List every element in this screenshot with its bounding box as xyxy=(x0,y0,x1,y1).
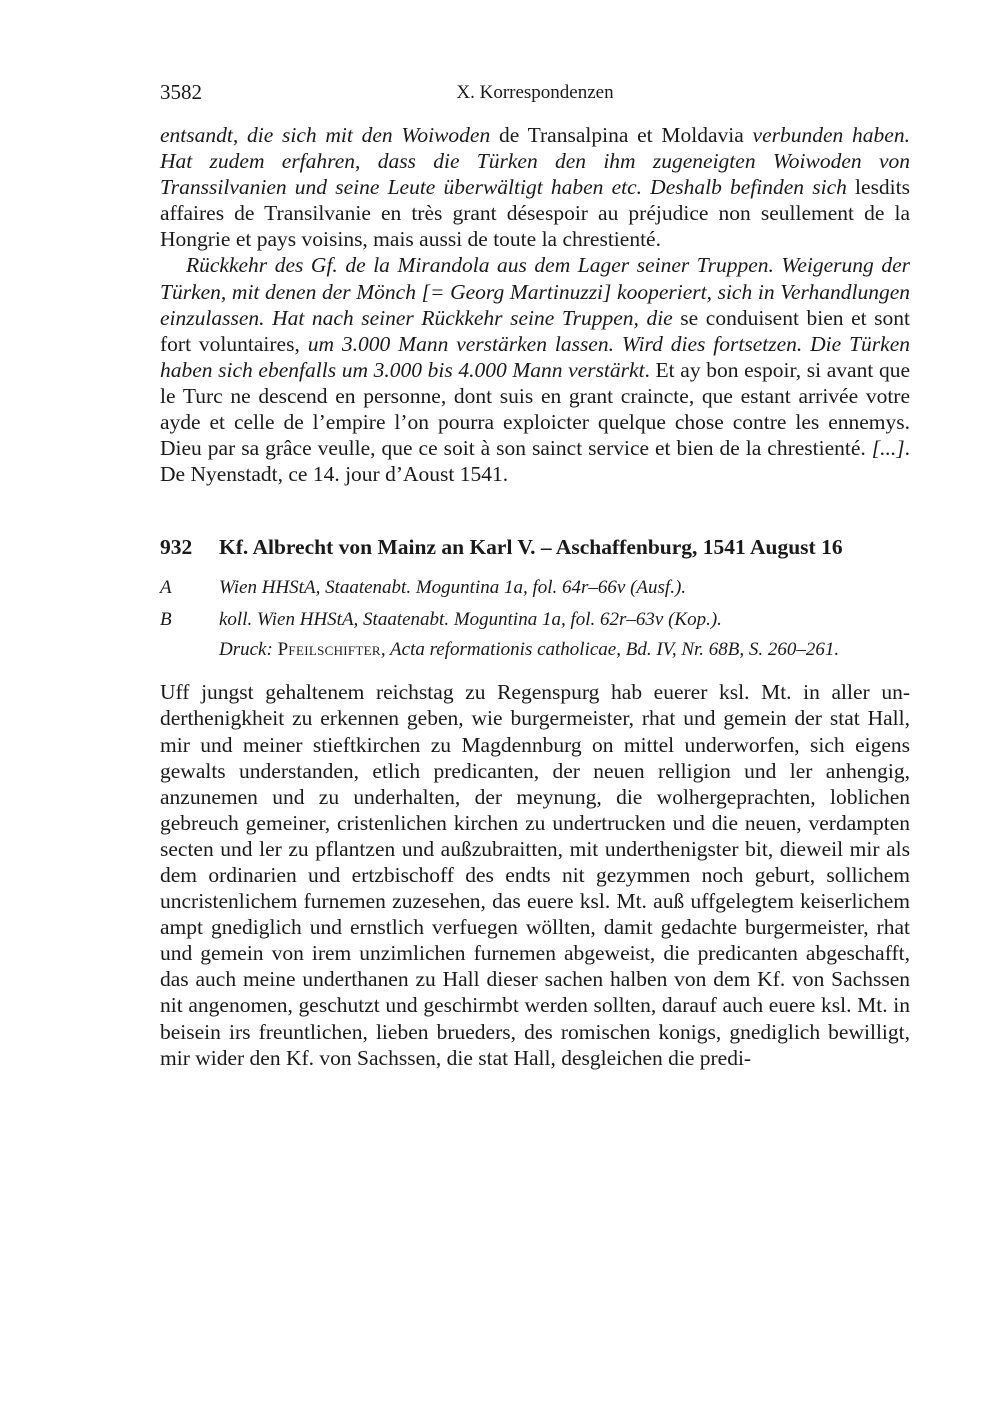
print-entry xyxy=(160,639,910,661)
source-sigle: A xyxy=(160,577,172,599)
omission-mark: [...] xyxy=(871,436,905,461)
source-entry xyxy=(160,577,910,599)
section-title: X. Korrespondenzen xyxy=(456,82,614,103)
main-text-paragraph: Uff jungst gehaltenem reichstag zu Regenspurg hab euerer ksl. Mt. in aller underthenigkheit zu erkennen geben, wie burgermeister, rhat und gemein der stat Hall, mir und meiner stieftkirchen zu Magdennburg on mittel underworfen, sich eigens gewalts understanden, etlich predicanten, der neuen relligion und ler anhengig, anzunemen und zu underhalten, der meynung, die wolhergeprachten, loblichen gebreuch gemeiner, cristenlichen kirchen zu undertrucken und die neuen, verdampten secten und ler zu pflantzen und außzubraitten, mit underthenigster bit, dieweil mir als dem ordinarien und ertzbischoff des endts nit gezymmen noch geburt, sollichem uncristenlichem furnemen zuzesehen, das euere ksl. Mt. auß uffgelegtem keiserlichem ampt gnediglich und ernstlich verfuegen wöllten, damit gedachte burgermeister, rhat und gemein von irem unzimlichen furnemen abgeweist, die predicanten abgeschafft, das auch meine underthanen zu Hall dieser sachen halben von dem Kf. von Sachssen nit angenomen, geschutzt und geschirmbt werden sollten, darauf auch euere ksl. Mt. in beisein irs freuntlichen, lieben brueders, des romischen konigs, gnediglich bewilligt, mir wider den Kf. von Sachssen, die stat Hall, desgleichen die predi- xyxy=(160,680,910,1070)
continuation-paragraph-1 xyxy=(160,122,910,252)
quoted-text: . De Nyenstadt, ce 14. jour d’Aoust 1541. xyxy=(160,436,910,487)
regest-text: um 3.000 Mann verstärken lassen. Wird dies fortsetzen. Die Türken haben sich ebenfalls um 3.000 bis 4.000 Mann verstärkt xyxy=(160,331,911,382)
quoted-text: . Et ay bon espoir, si avant que le Turc ne descend en personne, dont suis en grant craincte, que estant arrivée votre ayde et celle de l’empire l’on pourra exploicter quelque chose contre les ennemys. Dieu par sa grâce veulle, que ce soit à son sainct service et bien de la chrestienté. xyxy=(160,357,910,461)
page-number: 3582 xyxy=(160,80,202,104)
continuation-paragraph-2 xyxy=(160,252,910,487)
print-reference: , Acta reformationis catholicae, Bd. IV, Nr. 68B, S. 260–261. xyxy=(380,639,840,661)
quoted-text: se conduisent bien et sont fort voluntaires, xyxy=(160,305,910,356)
print-text xyxy=(219,639,910,661)
page xyxy=(160,80,910,1071)
quoted-text: lesdits affaires de Transilvanie en très grant désespoir au préjudice non seullement de la Hongrie et pays voisins, mais aussi de toute la chrestienté. xyxy=(160,175,910,252)
quoted-text: de Transalpina et Moldavia xyxy=(490,123,753,147)
regest-text: Rückkehr des Gf. de la Mirandola aus dem Lager seiner Truppen. Weigerung der Türken, mit denen der Mönch [= Georg Martinuzzi] kooperiert, sich in Verhandlungen einzulassen. Hat nach seiner Rückkehr seine Truppen, die xyxy=(160,253,910,330)
running-head xyxy=(160,80,910,108)
regest-text: entsandt, die sich mit den Woiwoden xyxy=(160,123,491,147)
document-title: Kf. Albrecht von Mainz an Karl V. – Aschaffenburg, 1541 August 16 xyxy=(219,535,843,560)
document-number: 932 xyxy=(160,535,193,560)
source-text: koll. Wien HHStA, Staatenabt. Moguntina 1a, fol. 62r–63v (Kop.). xyxy=(219,609,722,631)
regest-text: verbunden haben. Hat zudem erfahren, dass die Türken den ihm zugeneigten Woiwoden von Transsilvanien und seine Leute überwältigt haben etc. Deshalb befinden sich xyxy=(160,123,910,200)
source-sigle: B xyxy=(160,609,172,631)
print-author: Pfeilschifter xyxy=(277,639,381,661)
document-heading xyxy=(160,533,910,561)
source-text: Wien HHStA, Staatenabt. Moguntina 1a, fol. 64r–66v (Ausf.). xyxy=(219,577,687,599)
source-list xyxy=(160,577,910,661)
source-entry xyxy=(160,609,910,631)
print-label: Druck: xyxy=(219,639,278,661)
